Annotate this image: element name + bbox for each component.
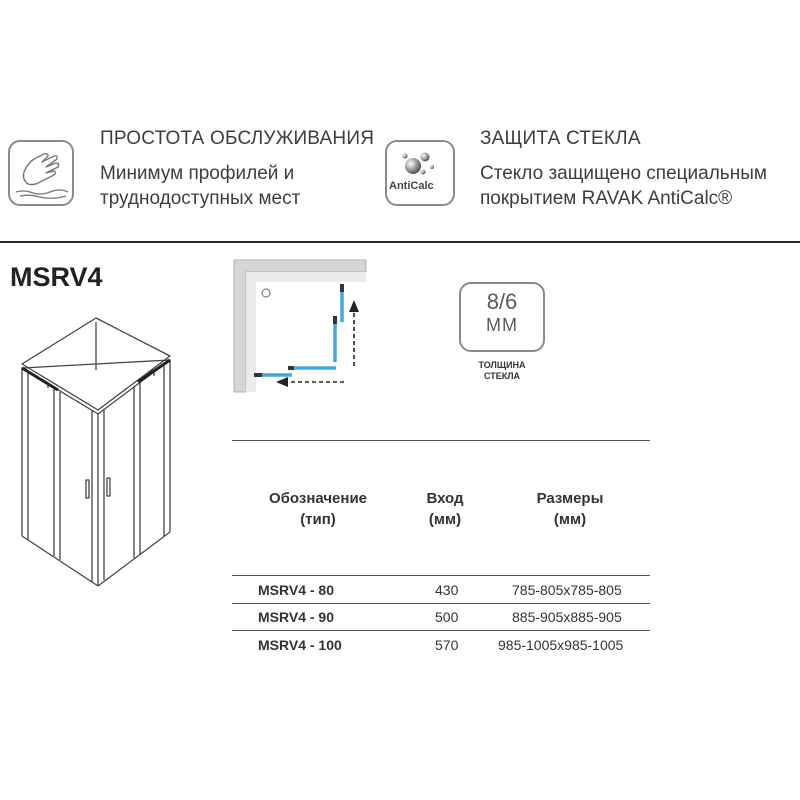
plan-diagram	[232, 258, 372, 398]
feature-text-glass-line1: Стекло защищено специальным	[480, 163, 767, 184]
table-row-3-size: 985-1005x985-1005	[498, 637, 624, 653]
feature-text-glass-line2: покрытием RAVAK AntiCalc®	[480, 188, 733, 209]
feature-text-maintenance-line2: труднодоступных мест	[100, 188, 301, 209]
glass-thickness-badge	[459, 282, 545, 352]
table-row-3-type: MSRV4 - 100	[258, 637, 342, 653]
table-row-1-line	[232, 603, 650, 604]
table-header-type	[258, 488, 378, 530]
table-header-size-line1: Размеры	[536, 490, 604, 507]
table-header-size-line2: (мм)	[553, 511, 587, 528]
shower-enclosure-illustration	[18, 310, 188, 590]
glass-caption-line1: ТОЛЩИНА	[478, 360, 526, 370]
model-title: MSRV4	[10, 262, 103, 292]
table-row-1-size: 785-805x785-805	[512, 582, 622, 598]
table-row-3-entry: 570	[435, 637, 459, 653]
feature-text-maintenance-line1: Минимум профилей и	[100, 163, 295, 184]
table-top-line	[232, 440, 650, 441]
anticalc-icon	[385, 140, 455, 206]
table-row-2-line	[232, 630, 650, 631]
table-row-2-size: 885-905x885-905	[512, 609, 622, 625]
feature-title-glass-protection: ЗАЩИТА СТЕКЛА	[480, 128, 641, 149]
table-row-1-type: MSRV4 - 80	[258, 582, 334, 598]
glass-caption-line2: СТЕКЛА	[483, 371, 521, 381]
table-header-entry	[410, 488, 480, 530]
table-header-entry-line2: (мм)	[428, 511, 462, 528]
section-divider	[0, 241, 800, 243]
glass-thickness-unit: MM	[486, 315, 518, 335]
table-row-1-entry: 430	[435, 582, 459, 598]
table-header-entry-line1: Вход	[426, 490, 464, 507]
hand-wipe-icon	[8, 140, 74, 206]
anticalc-icon-label: AntiCalc	[389, 180, 434, 192]
feature-title-maintenance: ПРОСТОТА ОБСЛУЖИВАНИЯ	[100, 128, 375, 149]
table-header-type-line2: (тип)	[300, 511, 336, 528]
table-header-size	[520, 488, 620, 530]
table-header-line	[232, 575, 650, 576]
glass-thickness-value: 8/6	[486, 289, 518, 314]
table-row-2-type: MSRV4 - 90	[258, 609, 334, 625]
table-row-2-entry: 500	[435, 609, 459, 625]
glass-thickness-caption	[452, 360, 552, 382]
table-header-type-line1: Обозначение	[268, 490, 368, 507]
